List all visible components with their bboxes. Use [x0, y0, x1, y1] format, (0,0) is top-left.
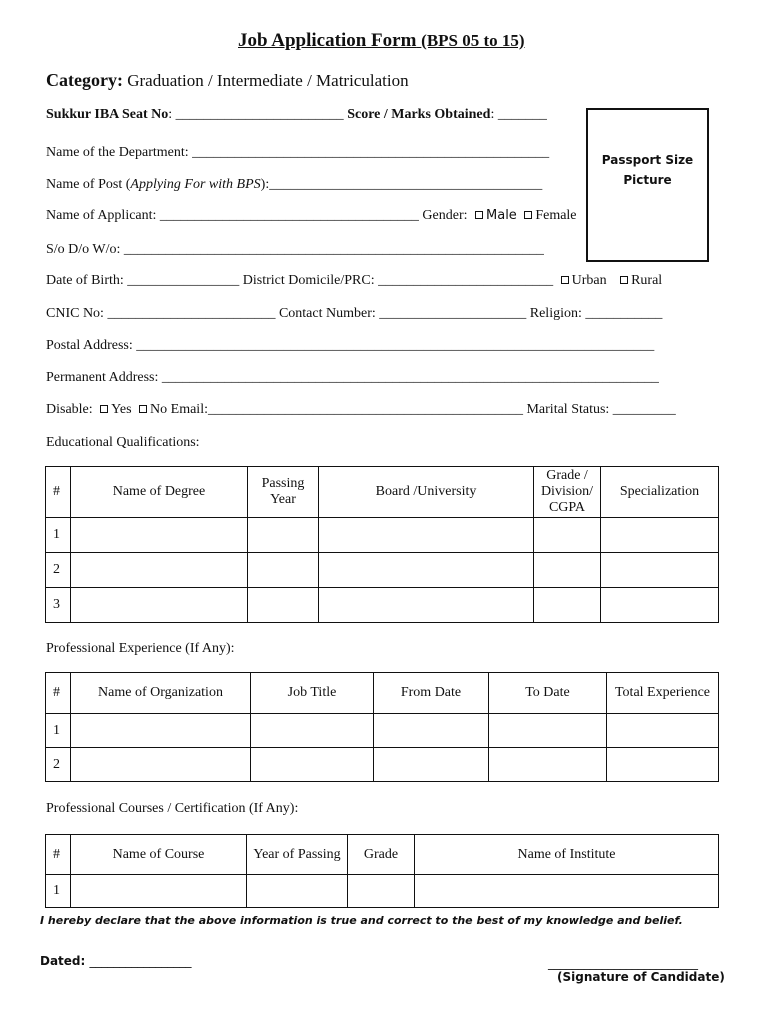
- row-number: 3: [46, 588, 71, 623]
- department-field[interactable]: Name of the Department: ___________________________________________________: [46, 145, 550, 160]
- signature-line[interactable]: _________________________: [548, 956, 698, 970]
- exp-col-from-date: From Date: [374, 673, 489, 714]
- table-row: [46, 714, 719, 748]
- dob-domicile-field[interactable]: Date of Birth: ________________ District Domicile/PRC: _________________________: [46, 273, 554, 288]
- table-cell[interactable]: [251, 748, 374, 782]
- exp-col-job-title: Job Title: [251, 673, 374, 714]
- table-cell[interactable]: [71, 553, 248, 588]
- table-row: [46, 518, 719, 553]
- table-row: [46, 748, 719, 782]
- table-row: [46, 553, 719, 588]
- female-checkbox[interactable]: [524, 211, 532, 219]
- disable-label: Disable:: [46, 402, 93, 417]
- course-col-number: #: [46, 835, 71, 875]
- table-cell[interactable]: [319, 518, 534, 553]
- seat-no-field[interactable]: : ________________________: [168, 107, 344, 122]
- table-cell[interactable]: [248, 588, 319, 623]
- seat-score-row: [46, 107, 547, 123]
- category-label: Category:: [46, 70, 123, 90]
- edu-col-number: #: [46, 467, 71, 518]
- photo-box-line2: Picture: [623, 173, 672, 187]
- edu-col-degree: Name of Degree: [71, 467, 248, 518]
- male-checkbox[interactable]: [475, 211, 483, 219]
- yes-label: Yes: [111, 402, 132, 417]
- table-cell[interactable]: [348, 875, 415, 908]
- dated-field[interactable]: _________________: [89, 954, 192, 968]
- row-number: 1: [46, 875, 71, 908]
- education-heading: Educational Qualifications:: [46, 435, 200, 450]
- table-cell[interactable]: [71, 518, 248, 553]
- urban-label: Urban: [571, 273, 607, 288]
- table-cell[interactable]: [534, 553, 601, 588]
- photo-box-line1: Passport Size: [601, 153, 694, 167]
- table-cell[interactable]: [248, 518, 319, 553]
- table-cell[interactable]: [71, 875, 247, 908]
- experience-table: [45, 672, 719, 782]
- dob-row: [46, 273, 662, 289]
- table-cell[interactable]: [607, 714, 719, 748]
- table-cell[interactable]: [415, 875, 719, 908]
- exp-col-total: Total Experience: [607, 673, 719, 714]
- post-field[interactable]: [46, 177, 542, 193]
- edu-col-grade: Grade / Division/ CGPA: [534, 467, 601, 518]
- post-label: Name of Post (: [46, 177, 131, 192]
- course-col-institute: Name of Institute: [415, 835, 719, 875]
- table-cell[interactable]: [489, 714, 607, 748]
- edu-col-year: Passing Year: [248, 467, 319, 518]
- postal-address-field[interactable]: Postal Address: __________________________________________________________________________: [46, 338, 655, 353]
- table-cell[interactable]: [601, 553, 719, 588]
- disable-yes-checkbox[interactable]: [100, 405, 108, 413]
- education-table: [45, 466, 719, 623]
- table-cell[interactable]: [251, 714, 374, 748]
- table-cell[interactable]: [534, 518, 601, 553]
- experience-heading: Professional Experience (If Any):: [46, 641, 235, 656]
- table-cell[interactable]: [71, 714, 251, 748]
- disable-row: [46, 402, 676, 418]
- table-cell[interactable]: [601, 518, 719, 553]
- education-header-row: [46, 467, 719, 518]
- course-col-year: Year of Passing: [247, 835, 348, 875]
- disable-no-checkbox[interactable]: [139, 405, 147, 413]
- edu-col-board: Board /University: [319, 467, 534, 518]
- table-cell[interactable]: [607, 748, 719, 782]
- form-title: [238, 30, 525, 52]
- category-value: Graduation / Intermediate / Matriculation: [127, 71, 409, 90]
- dated-label: Dated:: [40, 954, 86, 968]
- row-number: 1: [46, 518, 71, 553]
- rural-label: Rural: [631, 273, 663, 288]
- permanent-address-field[interactable]: Permanent Address: _______________________________________________________________________: [46, 370, 659, 385]
- edu-col-specialization: Specialization: [601, 467, 719, 518]
- table-cell[interactable]: [534, 588, 601, 623]
- rural-checkbox[interactable]: [620, 276, 628, 284]
- experience-header-row: [46, 673, 719, 714]
- courses-heading: Professional Courses / Certification (If Any):: [46, 801, 299, 816]
- row-number: 2: [46, 748, 71, 782]
- table-cell[interactable]: [247, 875, 348, 908]
- exp-col-number: #: [46, 673, 71, 714]
- exp-col-to-date: To Date: [489, 673, 607, 714]
- score-field[interactable]: : _______: [490, 107, 547, 122]
- row-number: 1: [46, 714, 71, 748]
- cnic-row[interactable]: CNIC No: ________________________ Contact Number: _____________________ Religion: ___________: [46, 306, 663, 321]
- post-label-italic: Applying For with BPS: [130, 177, 261, 192]
- male-label: Male: [486, 208, 517, 223]
- table-cell[interactable]: [489, 748, 607, 782]
- female-label: Female: [535, 208, 577, 223]
- table-cell[interactable]: [601, 588, 719, 623]
- course-col-name: Name of Course: [71, 835, 247, 875]
- applicant-row: [46, 208, 577, 224]
- seat-no-label: Sukkur IBA Seat No: [46, 107, 169, 122]
- table-row: [46, 875, 719, 908]
- table-row: [46, 588, 719, 623]
- table-cell[interactable]: [374, 748, 489, 782]
- declaration-text: I hereby declare that the above information is true and correct to the best of my knowledge and belief.: [40, 914, 683, 927]
- table-cell[interactable]: [248, 553, 319, 588]
- post-line[interactable]: ):_______________________________________: [260, 177, 543, 192]
- courses-header-row: [46, 835, 719, 875]
- urban-checkbox[interactable]: [561, 276, 569, 284]
- passport-photo-box[interactable]: [586, 108, 709, 262]
- course-col-grade: Grade: [348, 835, 415, 875]
- no-label: No: [150, 402, 168, 417]
- sdw-field[interactable]: S/o D/o W/o: ____________________________________________________________: [46, 242, 544, 257]
- dated-row: [40, 954, 192, 968]
- category-line: [46, 70, 409, 91]
- form-title-main: Job Application Form: [238, 30, 417, 51]
- form-title-bps: (BPS 05 to 15): [421, 31, 525, 50]
- table-cell[interactable]: [71, 748, 251, 782]
- email-marital-field[interactable]: Email:_____________________________________________ Marital Status: _________: [170, 402, 676, 417]
- row-number: 2: [46, 553, 71, 588]
- exp-col-organization: Name of Organization: [71, 673, 251, 714]
- courses-table: [45, 834, 719, 908]
- table-cell[interactable]: [319, 588, 534, 623]
- signature-label: (Signature of Candidate): [557, 970, 725, 984]
- gender-label: Gender:: [422, 208, 468, 223]
- table-cell[interactable]: [374, 714, 489, 748]
- table-cell[interactable]: [319, 553, 534, 588]
- table-cell[interactable]: [71, 588, 248, 623]
- score-label: Score / Marks Obtained: [347, 107, 491, 122]
- applicant-field[interactable]: Name of Applicant: _____________________________________: [46, 208, 419, 223]
